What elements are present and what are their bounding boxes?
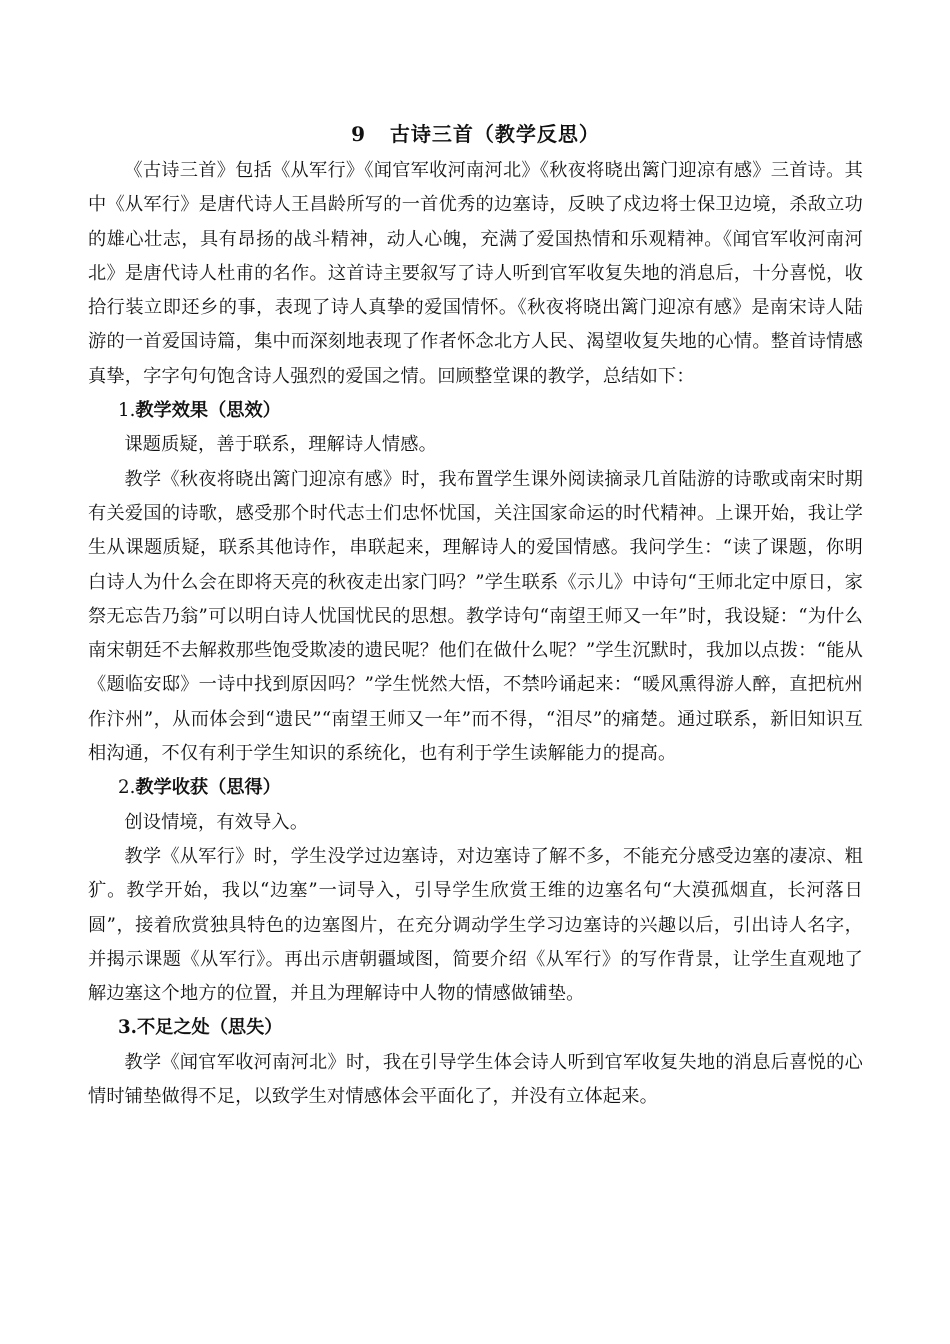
section-2-heading <box>88 771 863 805</box>
section-1-body: 教学《秋夜将晓出篱门迎凉有感》时，我布置学生课外阅读摘录几首陆游的诗歌或南宋时期有关爱国的诗歌，感受那个时代志士们忠怀忧国，关注国家命运的时代精神。上课开始，我让学生从课题质疑，联系其他诗作，串联起来，理解诗人的爱国情感。我问学生：“读了课题，你明白诗人为什么会在即将天亮的秋夜走出家门吗？”学生联系《示儿》中诗句“王师北定中原日，家祭无忘告乃翁”可以明白诗人忧国忧民的思想。教学诗句“南望王师又一年”时，我设疑：“为什么南宋朝廷不去解救那些饱受欺凌的遗民呢？他们在做什么呢？”学生沉默时，我加以点拨：“能从《题临安邸》一诗中找到原因吗？”学生恍然大悟，不禁吟诵起来：“暖风熏得游人醉，直把杭州作汴州”，从而体会到“遗民”“南望王师又一年”而不得，“泪尽”的痛楚。通过联系，新旧知识互相沟通，不仅有利于学生知识的系统化，也有利于学生读解能力的提高。 <box>88 468 863 765</box>
section-1-subheading: 课题质疑，善于联系，理解诗人情感。 <box>124 434 437 456</box>
section-2-number: 2. <box>118 777 136 799</box>
document-page <box>88 118 863 1114</box>
intro-paragraph: 《古诗三首》包括《从军行》《闻官军收河南河北》《秋夜将晓出篱门迎凉有感》三首诗。其中《从军行》是唐代诗人王昌龄所写的一首优秀的边塞诗，反映了戍边将士保卫边境，杀敌立功的雄心壮志，具有昂扬的战斗精神，动人心魄，充满了爱国热情和乐观精神。《闻官军收河南河北》是唐代诗人杜甫的名作。这首诗主要叙写了诗人听到官军收复失地的消息后，十分喜悦，收拾行装立即还乡的事，表现了诗人真挚的爱国情怀。《秋夜将晓出篱门迎凉有感》是南宋诗人陆游的一首爱国诗篇，集中而深刻地表现了作者怀念北方人民、渴望收复失地的心情。整首诗情感真挚，字字句句饱含诗人强烈的爱国之情。回顾整堂课的教学，总结如下： <box>88 160 863 387</box>
section-3-heading: 3.不足之处（思失） <box>118 1017 283 1039</box>
section-2-subheading: 创设情境，有效导入。 <box>124 811 309 833</box>
section-2-title: 教学收获（思得） <box>135 777 281 799</box>
page-title: 9 古诗三首（教学反思） <box>351 122 600 146</box>
section-1-title: 教学效果（思效） <box>135 400 281 422</box>
section-2-body: 教学《从军行》时，学生没学过边塞诗，对边塞诗了解不多，不能充分感受边塞的凄凉、粗犷。教学开始，我以“边塞”一词导入，引导学生欣赏王维的边塞名句“大漠孤烟直，长河落日圆”，接着欣赏独具特色的边塞图片，在充分调动学生学习边塞诗的兴趣以后，引出诗人名字，并揭示课题《从军行》。再出示唐朝疆域图，简要介绍《从军行》的写作背景，让学生直观地了解边塞这个地方的位置，并且为理解诗中人物的情感做铺垫。 <box>88 845 863 1005</box>
section-1-heading <box>88 394 863 428</box>
section-3-body: 教学《闻官军收河南河北》时，我在引导学生体会诗人听到官军收复失地的消息后喜悦的心情时铺垫做得不足，以致学生对情感体会平面化了，并没有立体起来。 <box>88 1051 863 1108</box>
section-1-number: 1. <box>118 400 136 422</box>
